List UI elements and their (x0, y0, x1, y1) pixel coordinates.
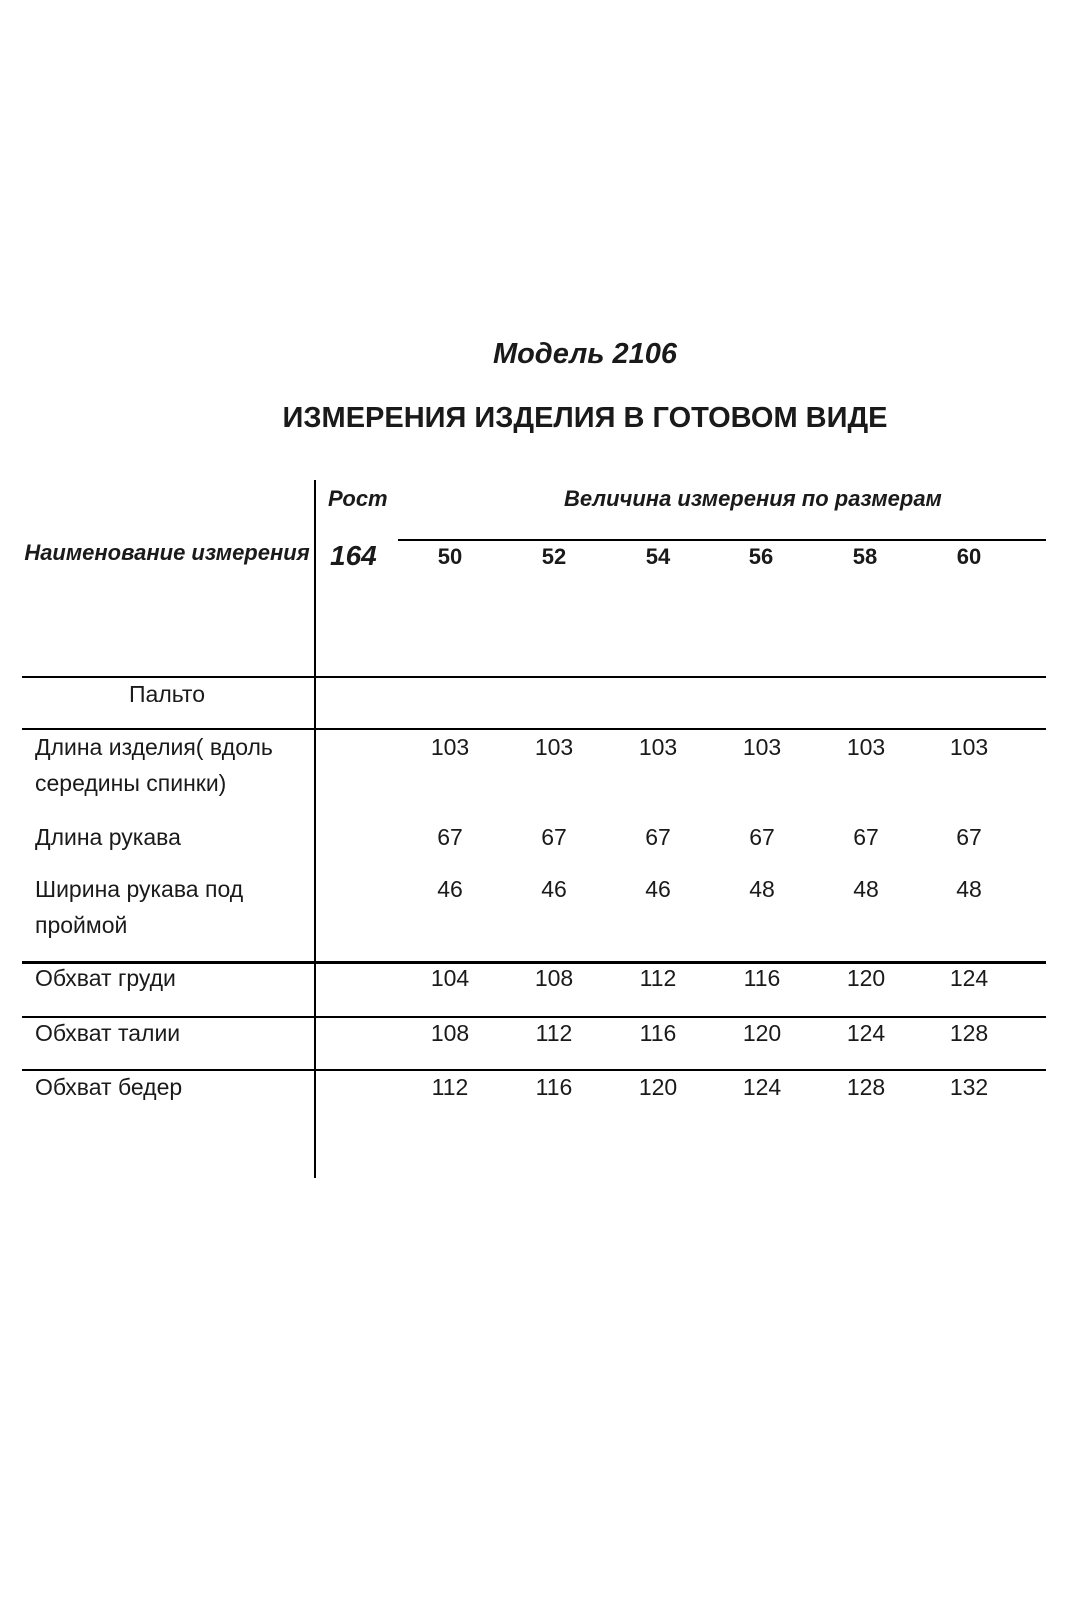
cell-length-56: 103 (742, 734, 782, 760)
cell-length-52: 103 (534, 734, 574, 760)
row-label-chest: Обхват груди (35, 965, 176, 991)
size-header-52: 52 (541, 544, 567, 569)
cell-sleeve-width-56: 48 (749, 876, 775, 902)
cell-waist-60: 128 (949, 1020, 989, 1046)
cell-hips-54: 120 (638, 1074, 678, 1100)
cell-sleeve-length-60: 67 (956, 824, 982, 850)
cell-sleeve-length-58: 67 (853, 824, 879, 850)
size-header-56: 56 (748, 544, 774, 569)
row-label-sleeve-width: Ширина рукава под проймой (35, 876, 244, 938)
size-header-60: 60 (956, 544, 982, 569)
size-header-58: 58 (852, 544, 878, 569)
cell-sleeve-length-50: 67 (437, 824, 463, 850)
cell-sleeve-length-52: 67 (541, 824, 567, 850)
cell-chest-60: 124 (949, 965, 989, 991)
cell-hips-52: 116 (535, 1074, 573, 1100)
cell-length-54: 103 (638, 734, 678, 760)
cell-hips-56: 124 (742, 1074, 782, 1100)
row-label-hips: Обхват бедер (35, 1074, 183, 1100)
cell-waist-56: 120 (742, 1020, 782, 1046)
cell-waist-52: 112 (535, 1020, 573, 1046)
sizes-header-underline (398, 539, 1046, 541)
cell-hips-50: 112 (431, 1074, 469, 1100)
row-label-length: Длина изделия( вдоль середины спинки) (35, 734, 273, 796)
document-subtitle: ИЗМЕРЕНИЯ ИЗДЕЛИЯ В ГОТОВОМ ВИДЕ (282, 402, 888, 434)
size-header-50: 50 (437, 544, 463, 569)
cell-waist-54: 116 (639, 1020, 677, 1046)
height-value: 164 (330, 540, 377, 571)
cell-waist-50: 108 (430, 1020, 470, 1046)
cell-sleeve-length-54: 67 (645, 824, 671, 850)
cell-hips-60: 132 (949, 1074, 989, 1100)
size-header-54: 54 (645, 544, 671, 569)
height-label: Рост (328, 486, 388, 511)
cell-chest-56: 116 (743, 965, 781, 991)
cell-sleeve-width-50: 46 (437, 876, 463, 902)
cell-length-58: 103 (846, 734, 886, 760)
cell-waist-58: 124 (846, 1020, 886, 1046)
sizes-header: Величина измерения по размерам (564, 486, 942, 511)
cell-length-60: 103 (949, 734, 989, 760)
cell-sleeve-width-58: 48 (853, 876, 879, 902)
cell-chest-50: 104 (430, 965, 470, 991)
cell-chest-58: 120 (846, 965, 886, 991)
section-label: Пальто (129, 681, 205, 707)
measurement-name-header: Наименование измерения (24, 540, 310, 565)
cell-sleeve-width-54: 46 (645, 876, 671, 902)
cell-chest-54: 112 (639, 965, 677, 991)
cell-hips-58: 128 (846, 1074, 886, 1100)
cell-sleeve-width-60: 48 (956, 876, 982, 902)
row-label-sleeve-length: Длина рукава (35, 824, 181, 850)
cell-length-50: 103 (430, 734, 470, 760)
row-label-waist: Обхват талии (35, 1020, 181, 1046)
vertical-divider (314, 480, 316, 1178)
cell-sleeve-length-56: 67 (749, 824, 775, 850)
model-title: Модель 2106 (492, 338, 678, 370)
cell-sleeve-width-52: 46 (541, 876, 567, 902)
cell-chest-52: 108 (534, 965, 574, 991)
